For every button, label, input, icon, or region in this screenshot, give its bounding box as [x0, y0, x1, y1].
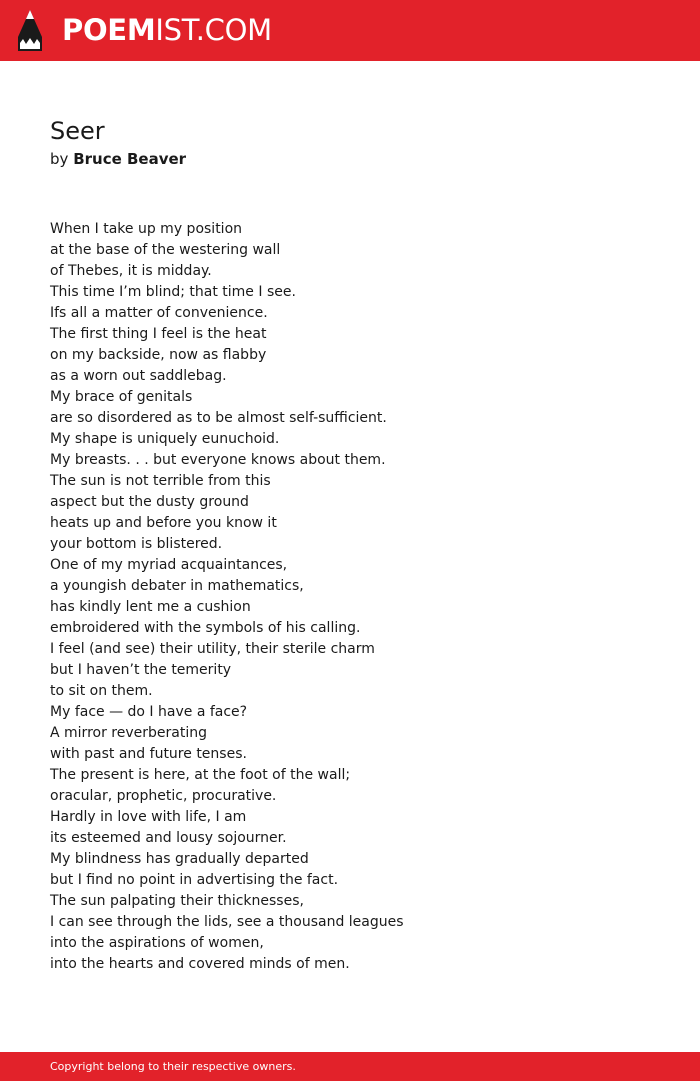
pencil-tip-icon[interactable]	[18, 10, 42, 51]
poem-line: My brace of genitals	[50, 389, 193, 405]
poem-body	[50, 219, 650, 975]
poem-line: into the hearts and covered minds of men.	[50, 956, 350, 972]
copyright-text: Copyright belong to their respective owners.	[50, 1060, 296, 1073]
poem-line: I can see through the lids, see a thousand leagues	[50, 914, 404, 930]
poem-line: My face — do I have a face?	[50, 704, 248, 720]
poem-line: with past and future tenses.	[50, 746, 247, 762]
poem-line: to sit on them.	[50, 683, 153, 699]
poem-line: A mirror reverberating	[50, 725, 207, 741]
logo-text-light: IST.COM	[155, 13, 272, 47]
poem-line: My shape is uniquely eunuchoid.	[50, 431, 280, 447]
poem-line: as a worn out saddlebag.	[50, 368, 227, 384]
poem-line: This time I’m blind; that time I see.	[50, 284, 296, 300]
poem-line: its esteemed and lousy sojourner.	[50, 830, 287, 846]
poem-line: heats up and before you know it	[50, 515, 277, 531]
poem-line: Hardly in love with life, I am	[50, 809, 247, 825]
poem-line: The sun palpating their thicknesses,	[50, 893, 304, 909]
poem-line: I feel (and see) their utility, their sterile charm	[50, 641, 375, 657]
poem-line: embroidered with the symbols of his calling.	[50, 620, 361, 636]
poem-line: but I find no point in advertising the fact.	[50, 872, 339, 888]
poem-line: aspect but the dusty ground	[50, 494, 249, 510]
poem-line: The sun is not terrible from this	[50, 473, 271, 489]
poem-line: at the base of the westering wall	[50, 242, 281, 258]
poem-title: Seer	[50, 117, 105, 145]
logo-text-strong: POEM	[62, 13, 156, 47]
poem-byline	[50, 149, 186, 169]
poem-line: on my backside, now as flabby	[50, 347, 267, 363]
poem-line: One of my myriad acquaintances,	[50, 557, 288, 573]
poem-line: your bottom is blistered.	[50, 536, 223, 552]
by-label: by	[50, 150, 69, 168]
poem-line: into the aspirations of women,	[50, 935, 264, 951]
poem-line: of Thebes, it is midday.	[50, 263, 212, 279]
poem-line: has kindly lent me a cushion	[50, 599, 251, 615]
poem-line: When I take up my position	[50, 221, 243, 237]
poem-line: oracular, prophetic, procurative.	[50, 788, 277, 804]
poem-line: The first thing I feel is the heat	[50, 326, 267, 342]
poem-author: Bruce Beaver	[73, 150, 187, 168]
site-footer	[0, 1052, 700, 1081]
site-logo-link[interactable]	[62, 12, 272, 48]
poem-line: My breasts. . . but everyone knows about them.	[50, 452, 386, 468]
poem-line: My blindness has gradually departed	[50, 851, 309, 867]
poem-line: but I haven’t the temerity	[50, 662, 232, 678]
poem-line: are so disordered as to be almost self-sufficient.	[50, 410, 387, 426]
poem-line: a youngish debater in mathematics,	[50, 578, 304, 594]
poem-line: The present is here, at the foot of the wall;	[50, 767, 351, 783]
site-header	[0, 0, 700, 61]
poem-line: Ifs all a matter of convenience.	[50, 305, 268, 321]
